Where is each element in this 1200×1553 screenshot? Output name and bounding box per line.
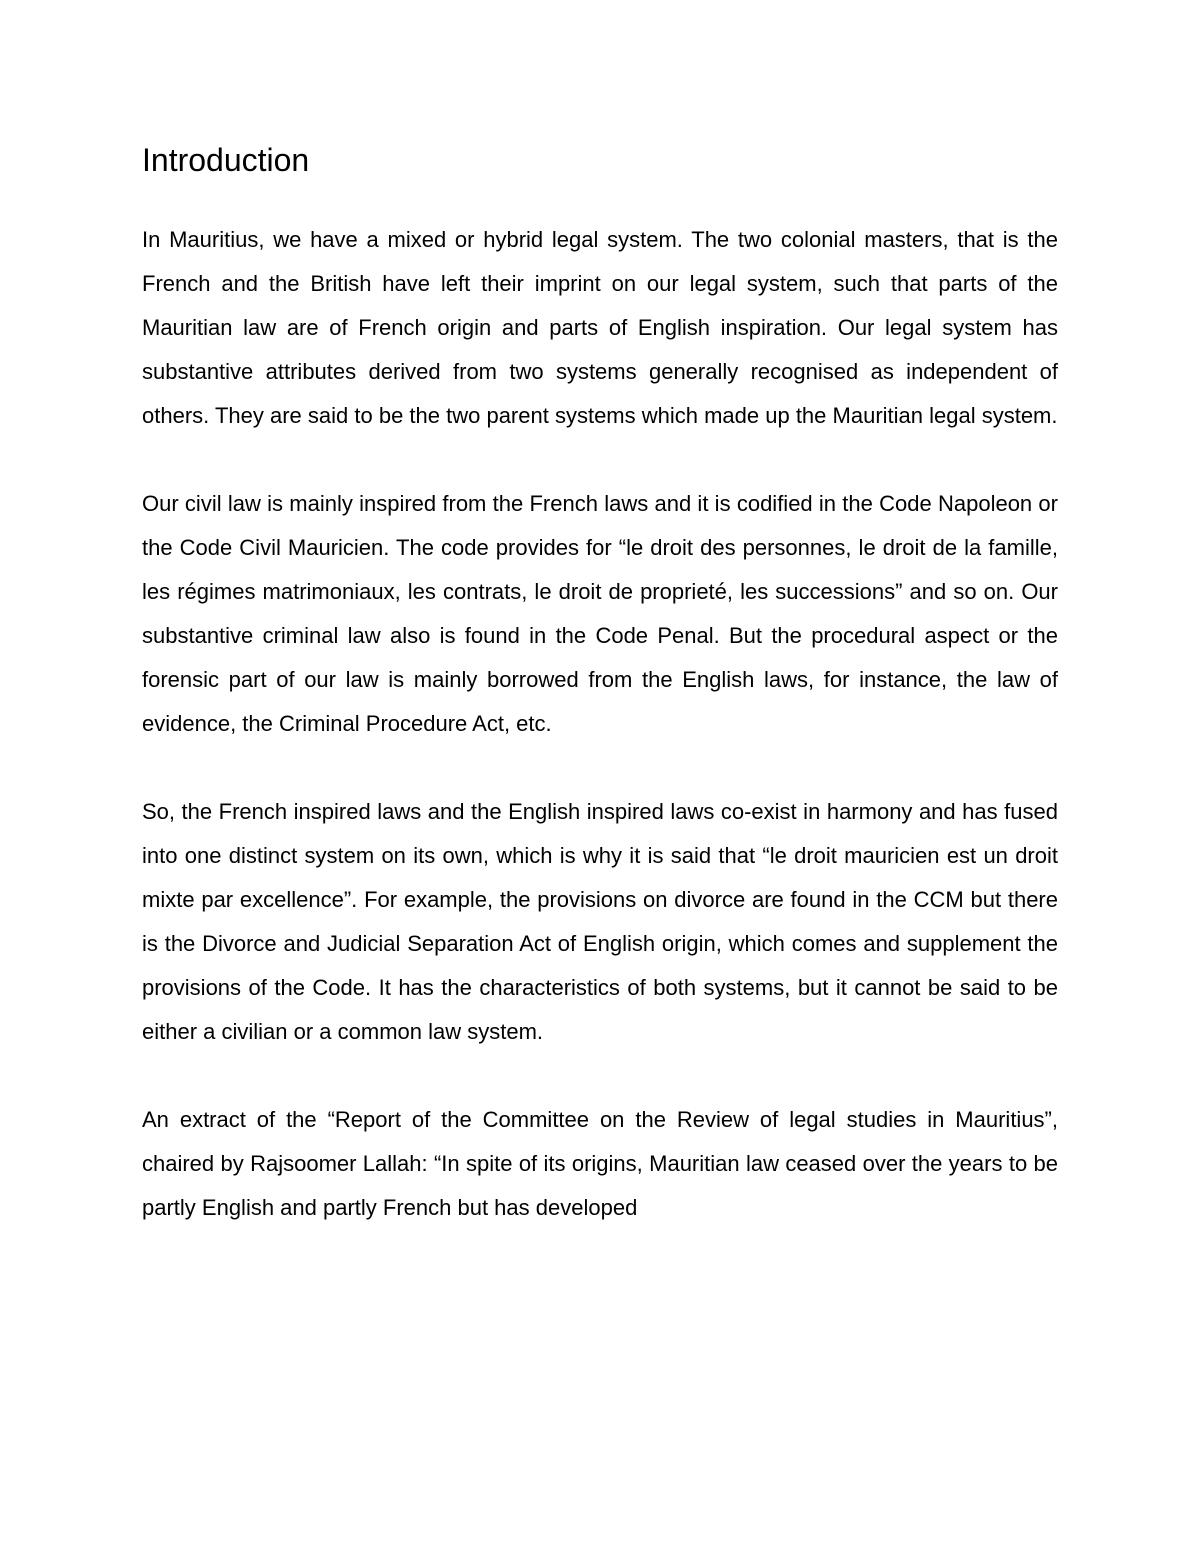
- paragraph-mixed-law: So, the French inspired laws and the English inspired laws co-exist in harmony and has fused into one distinct system on its own, which is why it is said that “le droit mauricien est un droit mixte par excellence”. For example, the provisions on divorce are found in the CCM but there is the Divorce and Judicial Separation Act of English origin, which comes and supplement the provisions of the Code. It has the characteristics of both systems, but it cannot be said to be either a civilian or a common law system.: [142, 799, 1058, 1044]
- paragraph-report-extract: An extract of the “Report of the Committee on the Review of legal studies in Mauritius”, chaired by Rajsoomer Lallah: “In spite of its origins, Mauritian law ceased over the years to be partly English and partly French but has developed: [142, 1107, 1058, 1220]
- paragraph-hybrid-system: In Mauritius, we have a mixed or hybrid legal system. The two colonial masters, that is the French and the British have left their imprint on our legal system, such that parts of the Mauritian law are of French origin and parts of English inspiration. Our legal system has substantive attributes derived from two systems generally recognised as independent of others. They are said to be the two parent systems which made up the Mauritian legal system.: [142, 227, 1058, 428]
- page-heading: Introduction: [142, 142, 310, 178]
- paragraph-civil-law: Our civil law is mainly inspired from the French laws and it is codified in the Code Napoleon or the Code Civil Mauricien. The code provides for “le droit des personnes, le droit de la famille, les régimes matrimoniaux, les contrats, le droit de proprieté, les successions” and so on. Our substantive criminal law also is found in the Code Penal. But the procedural aspect or the forensic part of our law is mainly borrowed from the English laws, for instance, the law of evidence, the Criminal Procedure Act, etc.: [142, 491, 1058, 736]
- page-content: [142, 138, 1058, 1274]
